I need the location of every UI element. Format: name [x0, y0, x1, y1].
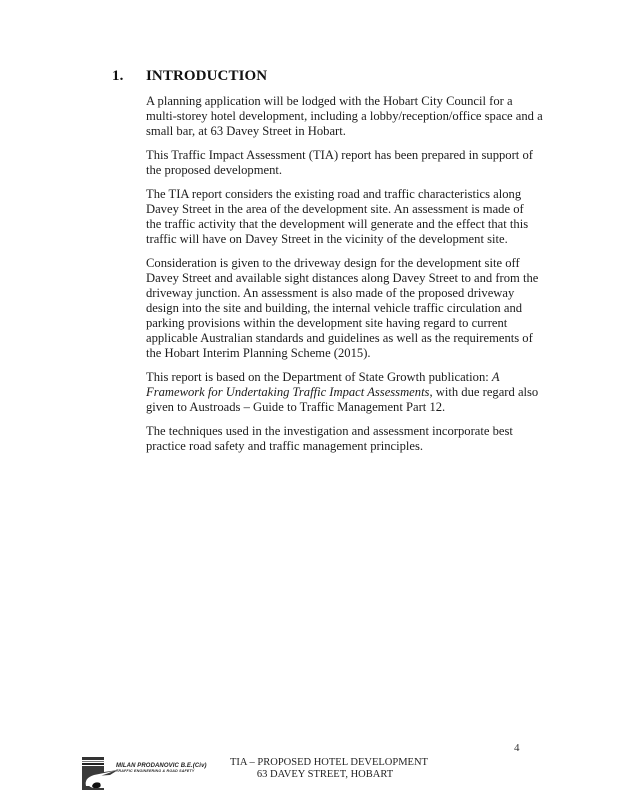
text-line: multi-storey hotel development, including a lobby/reception/office space and a — [146, 109, 543, 123]
paragraph-tia-purpose — [146, 148, 533, 178]
text-line: the proposed development. — [146, 163, 283, 177]
footer-address-line: 63 DAVEY STREET, HOBART — [256, 769, 394, 780]
text-line: the Hobart Interim Planning Scheme (2015). — [146, 346, 371, 360]
text-line: driveway junction. An assessment is also made of the proposed driveway — [146, 286, 515, 300]
text-line: The techniques used in the investigation and assessment incorporate best — [146, 424, 513, 438]
footer-title-line: TIA – PROPOSED HOTEL DEVELOPMENT — [230, 757, 428, 768]
text-line: Davey Street in the area of the development site. An assessment is made of — [146, 202, 524, 216]
text-line: This Traffic Impact Assessment (TIA) report has been prepared in support of — [146, 148, 533, 162]
paragraph-driveway-design — [146, 256, 539, 361]
company-logo — [80, 756, 207, 790]
text-line: Consideration is given to the driveway design for the development site off — [146, 256, 520, 270]
text-fragment: , with due regard also — [429, 385, 539, 399]
text-line: Davey Street and available sight distances along Davey Street to and from the — [146, 271, 539, 285]
page-number: 4 — [514, 742, 520, 754]
publication-title-italic: Framework for Undertaking Traffic Impact Assessments — [146, 385, 430, 399]
text-line — [146, 370, 512, 385]
text-line: design into the site and building, the internal vehicle traffic circulation and — [146, 301, 523, 315]
logo-text — [116, 763, 207, 774]
publication-title-italic: A — [491, 370, 500, 384]
paragraph-report-basis — [146, 370, 539, 415]
text-line: traffic will have on Davey Street in the vicinity of the development site. — [146, 232, 508, 246]
text-fragment: This report is based on the Department of State Growth publication: — [146, 370, 492, 384]
paragraph-techniques — [146, 424, 512, 454]
text-line — [146, 385, 539, 400]
logo-tagline: TRAFFIC ENGINEERING & ROAD SAFETY — [116, 769, 195, 773]
footer-document-title — [230, 757, 428, 781]
text-line: The TIA report considers the existing road and traffic characteristics along — [146, 187, 522, 201]
section-number: 1. — [112, 68, 124, 84]
text-line: given to Austroads – Guide to Traffic Management Part 12. — [146, 400, 446, 414]
paragraph-tia-considerations — [146, 187, 529, 247]
paragraph-planning-application — [146, 94, 543, 139]
section-body — [146, 94, 543, 463]
text-line: small bar, at 63 Davey Street in Hobart. — [146, 124, 346, 138]
section-title: INTRODUCTION — [146, 68, 268, 84]
text-line: the traffic activity that the development will generate and the effect that this — [146, 217, 529, 231]
text-line: parking provisions within the development site having regard to current — [146, 316, 508, 330]
road-curve-logo-icon — [80, 756, 120, 790]
text-line: practice road safety and traffic management principles. — [146, 439, 424, 453]
logo-company-name: MILAN PRODANOVIC B.E.(Civ) — [116, 763, 207, 769]
text-line: A planning application will be lodged with the Hobart City Council for a — [146, 94, 513, 108]
text-line: applicable Australian standards and guidelines as well as the requirements of — [146, 331, 533, 345]
